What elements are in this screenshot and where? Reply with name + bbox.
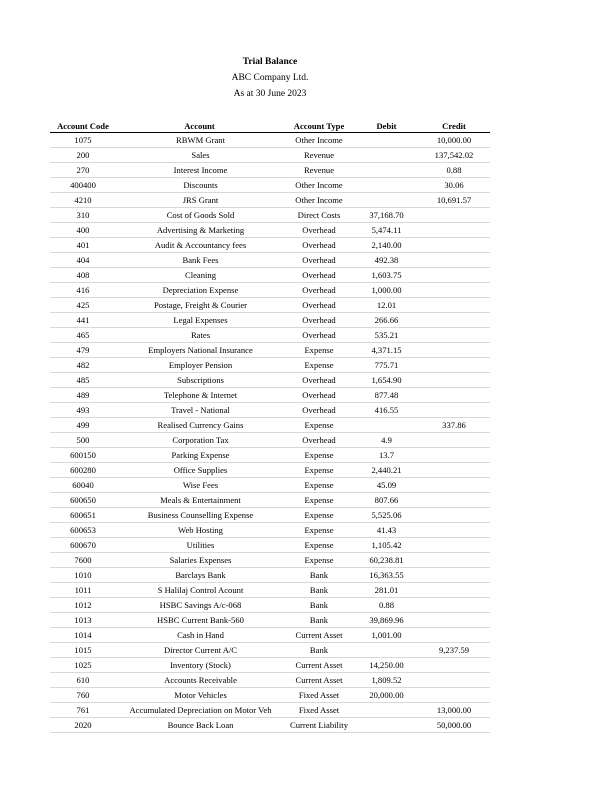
account-cell: Office Supplies [116,463,283,478]
table-row [50,223,490,238]
debit-cell: 775.71 [355,358,418,373]
table-row [50,313,490,328]
account-code-cell: 425 [50,298,116,313]
credit-cell: 50,000.00 [418,718,490,733]
account-cell: Depreciation Expense [116,283,283,298]
credit-cell [418,373,490,388]
credit-cell [418,538,490,553]
account-code-cell: 600280 [50,463,116,478]
account-type-cell: Expense [283,448,355,463]
debit-cell: 5,474.11 [355,223,418,238]
company-name: ABC Company Ltd. [231,73,309,83]
debit-cell: 0.88 [355,598,418,613]
account-type-cell: Overhead [283,283,355,298]
credit-cell: 30.06 [418,178,490,193]
table-row [50,283,490,298]
debit-cell [355,163,418,178]
account-type-cell: Bank [283,598,355,613]
debit-cell: 14,250.00 [355,658,418,673]
credit-cell [418,358,490,373]
account-code-cell: 1075 [50,133,116,148]
account-cell: Motor Vehicles [116,688,283,703]
debit-cell [355,643,418,658]
table-row [50,643,490,658]
account-type-cell: Expense [283,493,355,508]
account-code-cell: 600653 [50,523,116,538]
account-cell: Parking Expense [116,448,283,463]
table-row [50,508,490,523]
account-cell: JRS Grant [116,193,283,208]
report-date: As at 30 June 2023 [233,89,307,99]
account-type-cell: Expense [283,553,355,568]
account-type-cell: Overhead [283,298,355,313]
account-cell: Accumulated Depreciation on Motor Veh [116,703,283,718]
credit-cell [418,568,490,583]
account-type-cell: Overhead [283,433,355,448]
credit-cell [418,328,490,343]
account-type-cell: Expense [283,538,355,553]
credit-cell: 9,237.59 [418,643,490,658]
table-row [50,583,490,598]
table-row [50,703,490,718]
debit-cell: 45.09 [355,478,418,493]
table-row [50,373,490,388]
account-cell: Telephone & Internet [116,388,283,403]
account-type-cell: Expense [283,478,355,493]
account-code-cell: 1013 [50,613,116,628]
account-cell: Meals & Entertainment [116,493,283,508]
debit-cell: 1,001.00 [355,628,418,643]
credit-cell [418,598,490,613]
credit-cell [418,238,490,253]
credit-cell [418,253,490,268]
account-cell: Cleaning [116,268,283,283]
account-type-cell: Overhead [283,313,355,328]
account-cell: Utilities [116,538,283,553]
table-row [50,268,490,283]
debit-cell: 60,238.81 [355,553,418,568]
credit-cell [418,403,490,418]
debit-cell: 2,440.21 [355,463,418,478]
table-row [50,448,490,463]
debit-cell [355,193,418,208]
table-row [50,673,490,688]
account-cell: Corporation Tax [116,433,283,448]
debit-cell: 1,603.75 [355,268,418,283]
table-row [50,178,490,193]
credit-cell: 337.86 [418,418,490,433]
debit-cell: 41.43 [355,523,418,538]
debit-cell: 16,363.55 [355,568,418,583]
account-cell: Legal Expenses [116,313,283,328]
account-type-cell: Overhead [283,388,355,403]
account-cell: Cash in Hand [116,628,283,643]
account-code-cell: 1010 [50,568,116,583]
account-cell: S Halilaj Control Acount [116,583,283,598]
header-account-type: Account Type [283,119,355,133]
credit-cell [418,388,490,403]
credit-cell [418,553,490,568]
account-type-cell: Bank [283,643,355,658]
debit-cell: 12.01 [355,298,418,313]
account-code-cell: 499 [50,418,116,433]
table-row [50,478,490,493]
debit-cell [355,703,418,718]
account-code-cell: 600651 [50,508,116,523]
debit-cell: 535.21 [355,328,418,343]
debit-cell: 807.66 [355,493,418,508]
account-type-cell: Expense [283,463,355,478]
account-cell: HSBC Savings A/c-068 [116,598,283,613]
account-code-cell: 489 [50,388,116,403]
debit-cell [355,718,418,733]
account-cell: Bank Fees [116,253,283,268]
credit-cell [418,298,490,313]
account-type-cell: Other Income [283,193,355,208]
account-code-cell: 2020 [50,718,116,733]
table-row [50,433,490,448]
account-code-cell: 310 [50,208,116,223]
table-row [50,463,490,478]
report-title: Trial Balance [242,57,298,67]
credit-cell [418,508,490,523]
credit-cell [418,448,490,463]
debit-cell: 5,525.06 [355,508,418,523]
account-code-cell: 1012 [50,598,116,613]
account-type-cell: Current Liability [283,718,355,733]
account-cell: Audit & Accountancy fees [116,238,283,253]
account-type-cell: Current Asset [283,673,355,688]
account-cell: Salaries Expenses [116,553,283,568]
trial-balance-table [50,119,490,733]
table-row [50,658,490,673]
header-account-code: Account Code [50,119,116,133]
account-code-cell: 479 [50,343,116,358]
account-code-cell: 482 [50,358,116,373]
debit-cell [355,178,418,193]
account-code-cell: 270 [50,163,116,178]
debit-cell: 20,000.00 [355,688,418,703]
table-row [50,253,490,268]
account-type-cell: Expense [283,523,355,538]
account-cell: Cost of Goods Sold [116,208,283,223]
credit-cell: 0.88 [418,163,490,178]
account-code-cell: 600670 [50,538,116,553]
account-cell: Employers National Insurance [116,343,283,358]
credit-cell: 13,000.00 [418,703,490,718]
account-type-cell: Fixed Asset [283,703,355,718]
table-row [50,538,490,553]
credit-cell: 10,691.57 [418,193,490,208]
table-header-row [50,119,490,133]
table-row [50,598,490,613]
account-type-cell: Expense [283,418,355,433]
credit-cell [418,313,490,328]
table-row [50,718,490,733]
credit-cell [418,523,490,538]
account-cell: Realised Currency Gains [116,418,283,433]
account-type-cell: Expense [283,508,355,523]
account-code-cell: 1011 [50,583,116,598]
credit-cell [418,583,490,598]
credit-cell [418,493,490,508]
account-code-cell: 600150 [50,448,116,463]
debit-cell: 13.7 [355,448,418,463]
account-cell: HSBC Current Bank-560 [116,613,283,628]
account-type-cell: Current Asset [283,658,355,673]
account-code-cell: 416 [50,283,116,298]
credit-cell [418,628,490,643]
table-row [50,343,490,358]
account-cell: Bounce Back Loan [116,718,283,733]
account-code-cell: 610 [50,673,116,688]
credit-cell [418,268,490,283]
debit-cell: 266.66 [355,313,418,328]
account-type-cell: Overhead [283,223,355,238]
credit-cell [418,433,490,448]
header-credit: Credit [418,119,490,133]
account-cell: Travel - National [116,403,283,418]
credit-cell [418,343,490,358]
account-type-cell: Expense [283,343,355,358]
table-row [50,148,490,163]
account-type-cell: Overhead [283,403,355,418]
account-cell: Barclays Bank [116,568,283,583]
table-row [50,133,490,148]
account-type-cell: Other Income [283,178,355,193]
account-cell: Sales [116,148,283,163]
table-row [50,418,490,433]
account-type-cell: Overhead [283,253,355,268]
credit-cell [418,208,490,223]
credit-cell [418,283,490,298]
account-code-cell: 400 [50,223,116,238]
credit-cell [418,478,490,493]
account-code-cell: 404 [50,253,116,268]
account-code-cell: 465 [50,328,116,343]
account-code-cell: 500 [50,433,116,448]
account-type-cell: Bank [283,568,355,583]
account-cell: Postage, Freight & Courier [116,298,283,313]
account-cell: Advertising & Marketing [116,223,283,238]
account-type-cell: Other Income [283,133,355,148]
debit-cell: 39,869.96 [355,613,418,628]
account-code-cell: 493 [50,403,116,418]
debit-cell: 1,809.52 [355,673,418,688]
account-type-cell: Bank [283,613,355,628]
debit-cell [355,418,418,433]
debit-cell: 1,000.00 [355,283,418,298]
table-row [50,688,490,703]
account-type-cell: Direct Costs [283,208,355,223]
account-cell: Accounts Receivable [116,673,283,688]
table-row [50,403,490,418]
account-cell: Discounts [116,178,283,193]
account-type-cell: Overhead [283,238,355,253]
account-code-cell: 60040 [50,478,116,493]
account-code-cell: 400400 [50,178,116,193]
account-cell: Director Current A/C [116,643,283,658]
table-body [50,133,490,733]
account-code-cell: 1014 [50,628,116,643]
account-type-cell: Overhead [283,328,355,343]
table-row [50,493,490,508]
table-row [50,193,490,208]
header-debit: Debit [355,119,418,133]
account-type-cell: Overhead [283,373,355,388]
account-code-cell: 401 [50,238,116,253]
account-cell: Inventory (Stock) [116,658,283,673]
debit-cell: 492.38 [355,253,418,268]
credit-cell [418,673,490,688]
credit-cell: 10,000.00 [418,133,490,148]
debit-cell: 877.48 [355,388,418,403]
table-row [50,358,490,373]
credit-cell [418,658,490,673]
table-row [50,163,490,178]
account-type-cell: Current Asset [283,628,355,643]
debit-cell: 416.55 [355,403,418,418]
account-code-cell: 1025 [50,658,116,673]
account-type-cell: Bank [283,583,355,598]
table-row [50,553,490,568]
account-cell: RBWM Grant [116,133,283,148]
credit-cell [418,223,490,238]
table-row [50,388,490,403]
table-row [50,613,490,628]
table-row [50,523,490,538]
account-cell: Employer Pension [116,358,283,373]
account-code-cell: 760 [50,688,116,703]
account-code-cell: 1015 [50,643,116,658]
table-row [50,298,490,313]
account-code-cell: 7600 [50,553,116,568]
account-cell: Interest Income [116,163,283,178]
debit-cell [355,148,418,163]
debit-cell: 1,105.42 [355,538,418,553]
account-type-cell: Fixed Asset [283,688,355,703]
credit-cell: 137,542.02 [418,148,490,163]
header-account: Account [116,119,283,133]
account-code-cell: 408 [50,268,116,283]
account-type-cell: Expense [283,358,355,373]
account-cell: Web Hosting [116,523,283,538]
table-row [50,238,490,253]
account-cell: Subscriptions [116,373,283,388]
account-code-cell: 485 [50,373,116,388]
account-cell: Rates [116,328,283,343]
account-code-cell: 4210 [50,193,116,208]
account-cell: Wise Fees [116,478,283,493]
debit-cell: 281.01 [355,583,418,598]
debit-cell [355,133,418,148]
debit-cell: 2,140.00 [355,238,418,253]
account-type-cell: Revenue [283,163,355,178]
debit-cell: 4.9 [355,433,418,448]
table-row [50,328,490,343]
table-row [50,208,490,223]
credit-cell [418,463,490,478]
debit-cell: 37,168.70 [355,208,418,223]
account-code-cell: 600650 [50,493,116,508]
account-code-cell: 441 [50,313,116,328]
debit-cell: 4,371.15 [355,343,418,358]
account-cell: Business Counselling Expense [116,508,283,523]
debit-cell: 1,654.90 [355,373,418,388]
table-row [50,568,490,583]
credit-cell [418,688,490,703]
account-code-cell: 761 [50,703,116,718]
account-type-cell: Overhead [283,268,355,283]
credit-cell [418,613,490,628]
account-code-cell: 200 [50,148,116,163]
account-type-cell: Revenue [283,148,355,163]
table-row [50,628,490,643]
